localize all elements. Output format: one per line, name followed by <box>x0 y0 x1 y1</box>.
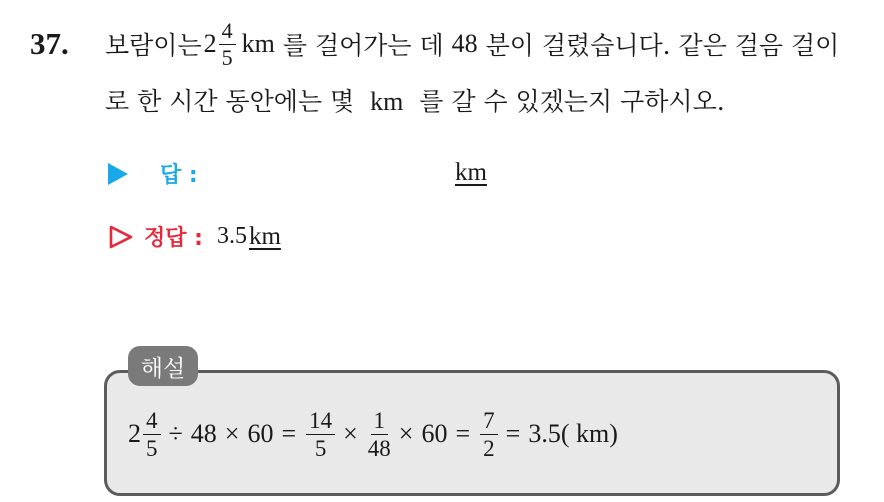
question-number-48: 48 <box>451 29 478 58</box>
mixed-fraction <box>219 17 236 70</box>
filled-triangle-icon <box>108 163 128 185</box>
eq-mixed-numerator: 4 <box>143 409 161 435</box>
equals-sign-2: = <box>455 419 471 448</box>
question-line-1 <box>105 14 839 74</box>
question-text-1c: 분이 걸렸습니다. 같은 걸음 걸이 <box>485 31 840 60</box>
question-text-1b: 를 걸어가는 데 <box>282 31 444 60</box>
eq-fraction-14-5 <box>306 409 335 460</box>
times-sign-1: × <box>224 419 240 448</box>
eq-mixed-denominator: 5 <box>146 435 158 461</box>
question-line-2 <box>105 82 725 118</box>
mixed-whole: 2 <box>203 29 217 58</box>
explanation-tab: 해설 <box>128 346 198 386</box>
eq-f1-numerator: 14 <box>306 409 335 435</box>
eq-number-60: 60 <box>247 419 274 448</box>
eq-mixed-fraction <box>143 409 161 460</box>
times-sign-2: × <box>343 419 358 448</box>
question-text-2a: 로 한 시간 동안에는 몇 <box>105 87 355 116</box>
eq-result: 3.5( km) <box>528 419 618 448</box>
answer-row <box>108 158 198 189</box>
eq-number-60b: 60 <box>421 419 448 448</box>
correct-answer-value: 3.5 <box>216 223 247 249</box>
mixed-numerator: 4 <box>219 20 236 45</box>
eq-fraction-7-2 <box>480 409 498 460</box>
divide-sign: ÷ <box>168 419 183 448</box>
eq-f2-numerator: 1 <box>371 409 389 435</box>
eq-f3-numerator: 7 <box>480 409 498 435</box>
equals-sign-1: = <box>281 419 297 448</box>
question-text-1a: 보람이는 <box>105 31 202 60</box>
explanation-equation <box>128 402 618 466</box>
mixed-number <box>203 17 236 70</box>
times-sign-3: × <box>398 419 414 448</box>
answer-label: 답 : <box>160 163 198 188</box>
eq-number-48: 48 <box>190 419 217 448</box>
correct-answer-row <box>108 221 281 252</box>
equals-sign-3: = <box>505 419 521 448</box>
eq-f2-denominator: 48 <box>367 435 391 461</box>
question-text-2b: 를 갈 수 있겠는지 구하시오. <box>419 87 725 116</box>
question-unit-1: km <box>241 29 275 58</box>
eq-f1-denominator: 5 <box>314 435 327 461</box>
question-number: 37. <box>30 26 69 61</box>
question-unit-2: km <box>370 87 404 116</box>
eq-f3-denominator: 2 <box>483 435 495 461</box>
outline-triangle-icon <box>108 224 134 250</box>
mixed-denominator: 5 <box>221 44 233 70</box>
eq-fraction-1-48 <box>368 409 391 460</box>
correct-answer-unit: km <box>248 222 281 250</box>
correct-answer-label: 정답 : <box>144 226 203 251</box>
answer-unit: km <box>455 159 487 186</box>
eq-mixed-whole: 2 <box>128 419 141 448</box>
